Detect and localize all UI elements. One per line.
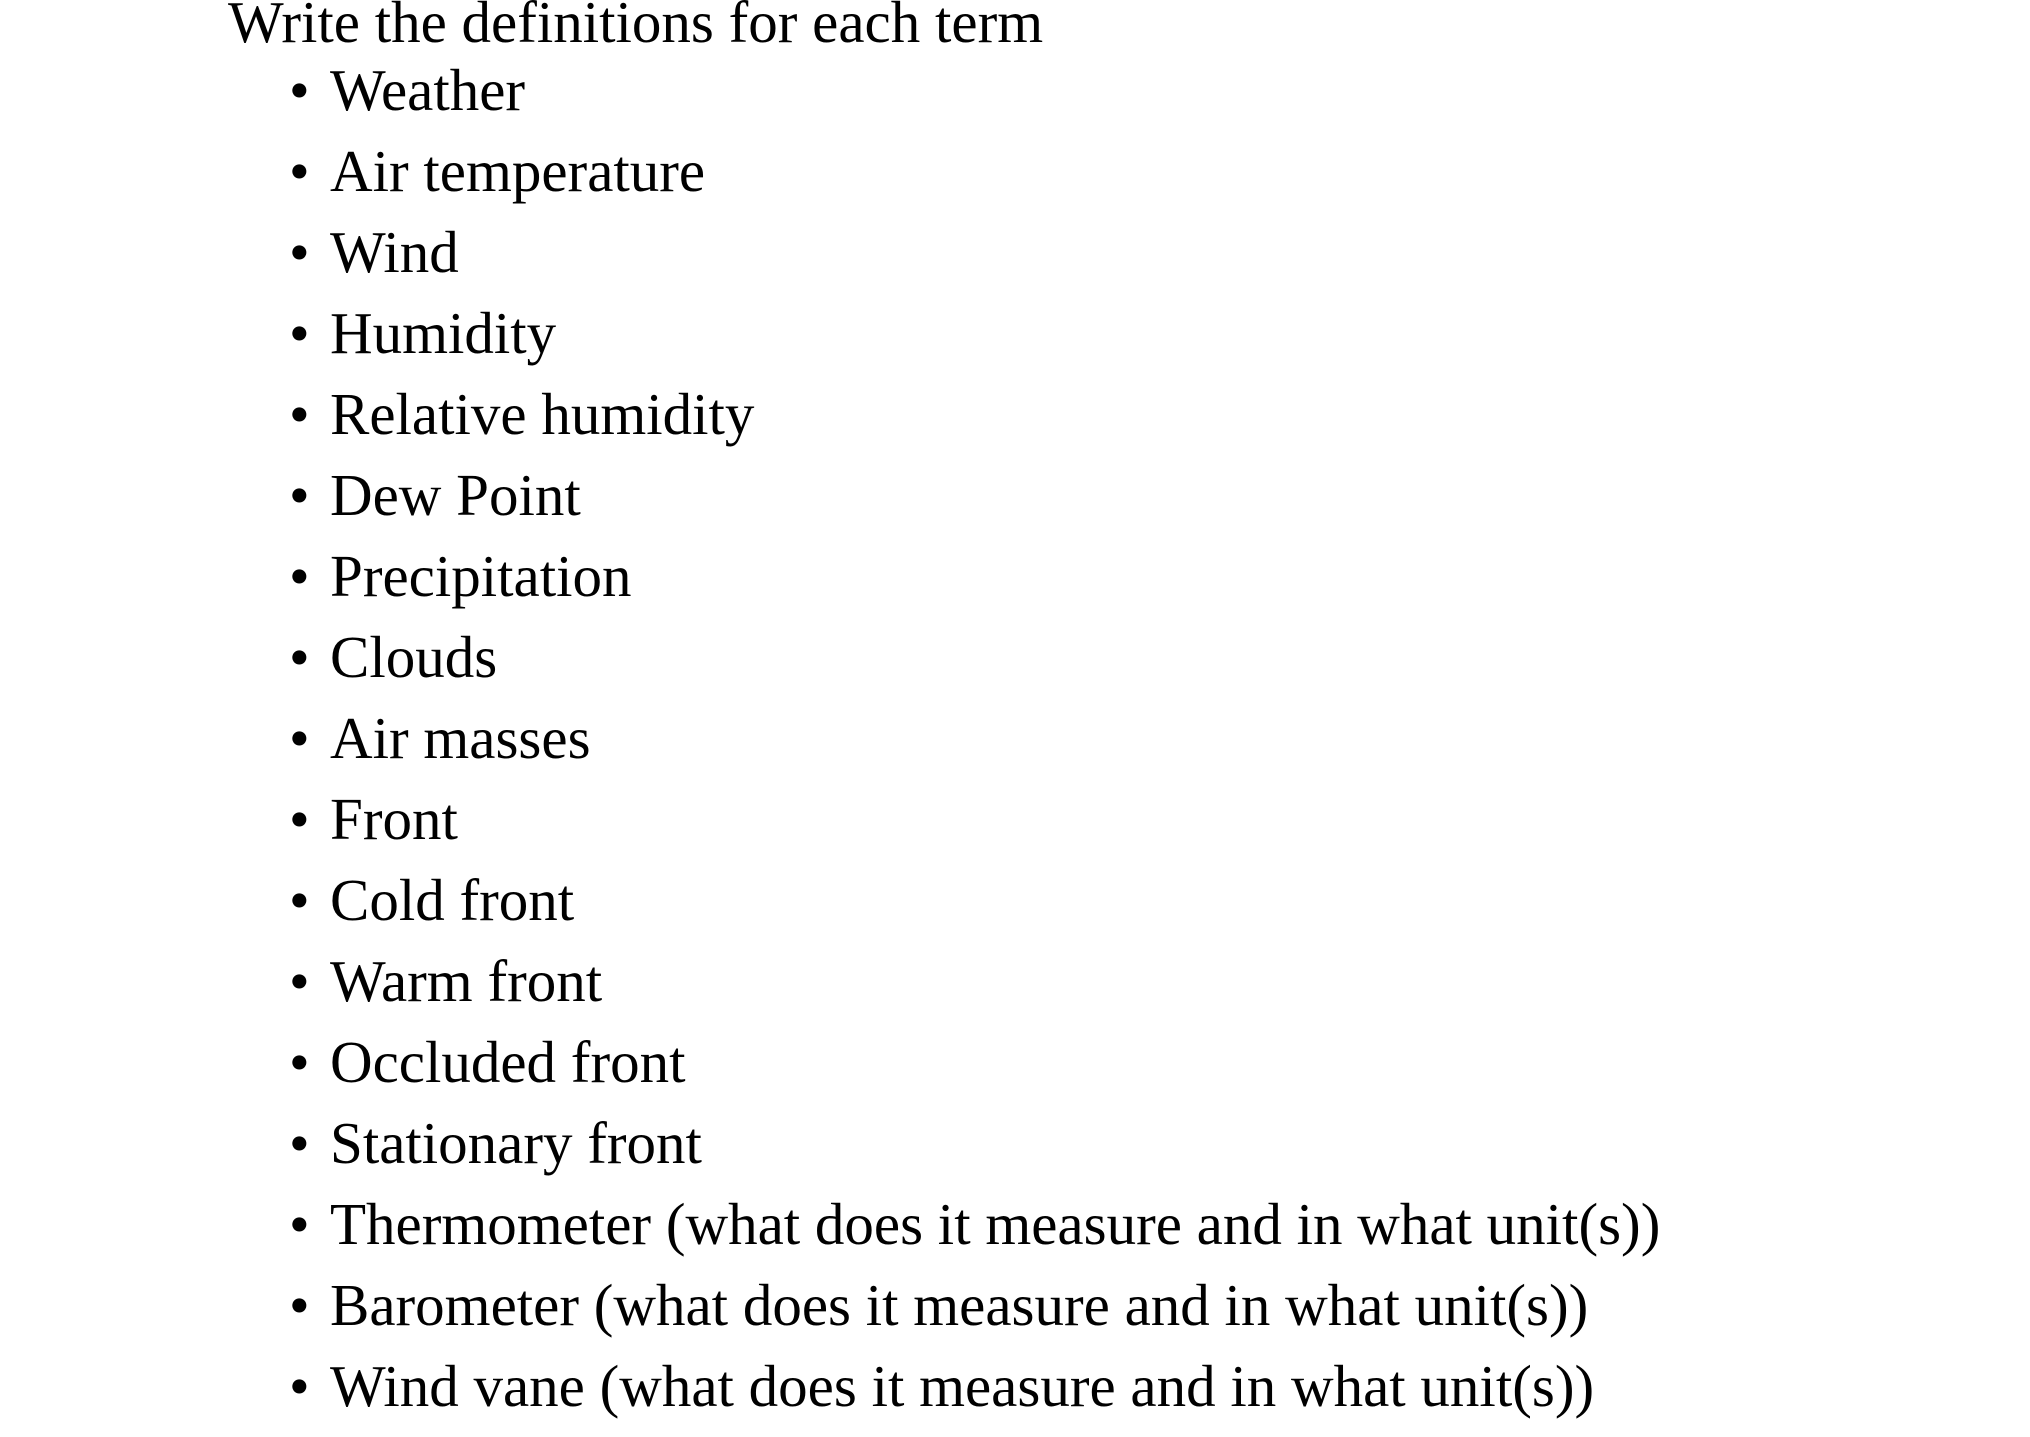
bullet-icon: • — [289, 138, 310, 204]
bullet-icon: • — [289, 948, 310, 1014]
term-label: Relative humidity — [330, 381, 755, 447]
bullet-icon: • — [289, 705, 310, 771]
term-label: Wind — [330, 219, 459, 285]
term-label: Air masses — [330, 705, 591, 771]
bullet-icon: • — [289, 1272, 310, 1338]
term-label: Occluded front — [330, 1029, 686, 1095]
term-label: Front — [330, 786, 458, 852]
term-label: Air temperature — [330, 138, 706, 204]
term-label: Dew Point — [330, 462, 581, 528]
bullet-icon: • — [289, 219, 310, 285]
term-label: Stationary front — [330, 1110, 702, 1176]
bullet-icon: • — [289, 462, 310, 528]
instructions-heading: Write the definitions for each term — [228, 0, 1044, 55]
bullet-icon: • — [289, 1029, 310, 1095]
term-label: Weather — [330, 57, 526, 123]
term-label: Humidity — [330, 300, 557, 366]
bullet-icon: • — [289, 543, 310, 609]
term-label: Barometer (what does it measure and in what unit(s)) — [330, 1272, 1589, 1338]
bullet-icon: • — [289, 381, 310, 447]
bullet-icon: • — [289, 786, 310, 852]
term-label: Thermometer (what does it measure and in what unit(s)) — [330, 1191, 1661, 1257]
bullet-icon: • — [289, 57, 310, 123]
bullet-icon: • — [289, 300, 310, 366]
bullet-icon: • — [289, 1191, 310, 1257]
bullet-icon: • — [289, 624, 310, 690]
term-label: Clouds — [330, 624, 498, 690]
term-label: Wind vane (what does it measure and in what unit(s)) — [330, 1353, 1595, 1419]
bullet-icon: • — [289, 1110, 310, 1176]
term-label: Cold front — [330, 867, 575, 933]
term-label: Precipitation — [330, 543, 632, 609]
bullet-icon: • — [289, 867, 310, 933]
term-label: Warm front — [330, 948, 603, 1014]
bullet-icon: • — [289, 1353, 310, 1419]
